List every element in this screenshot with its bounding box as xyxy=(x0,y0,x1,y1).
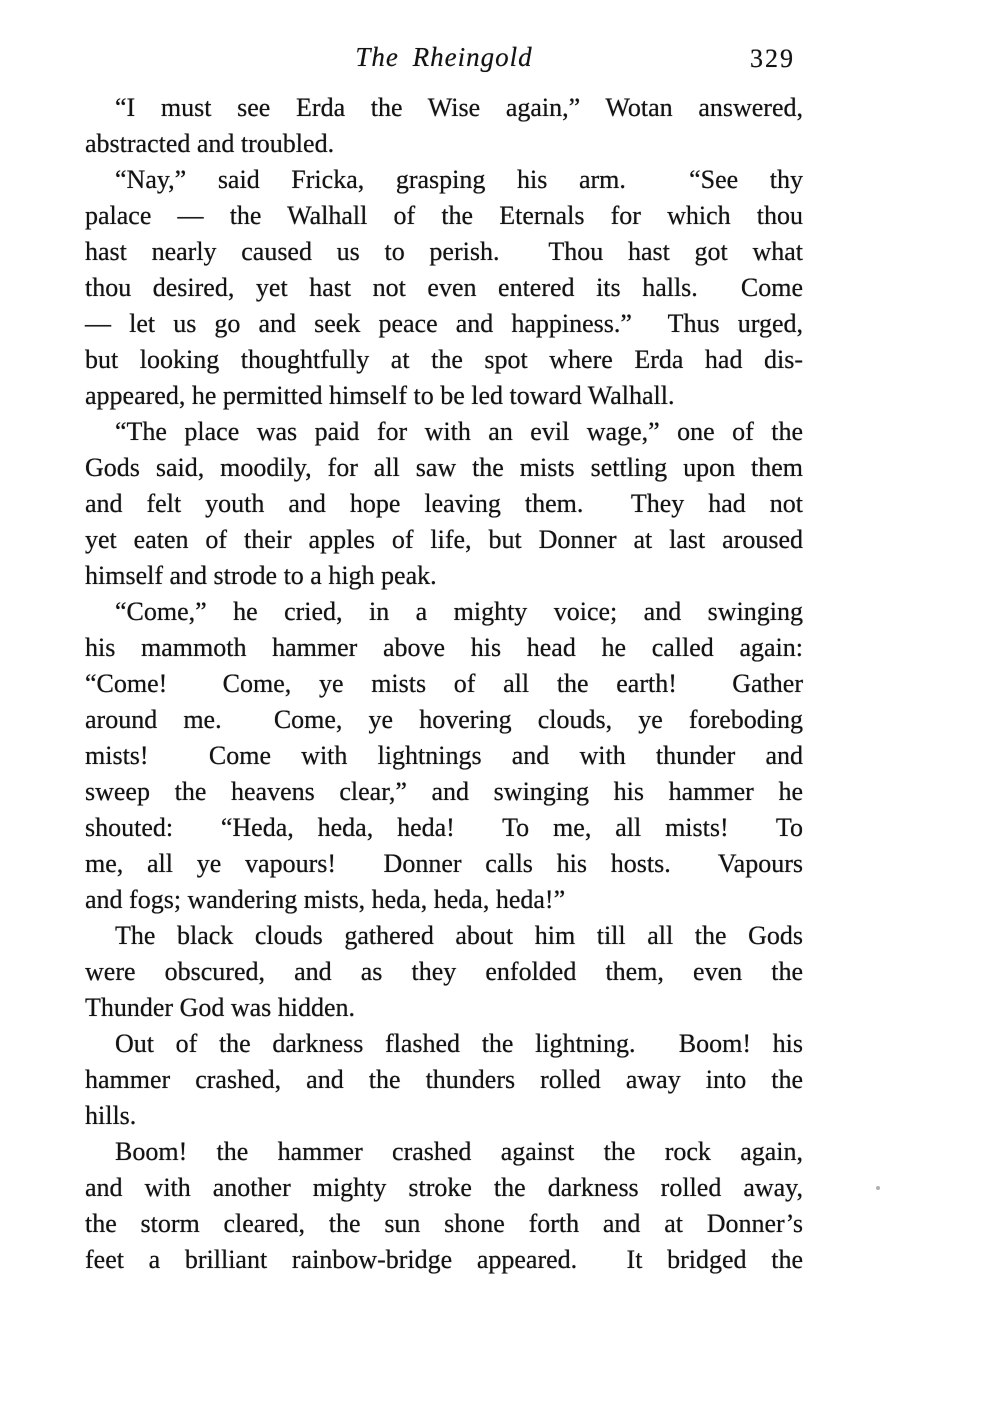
paragraph xyxy=(85,162,803,414)
page-body xyxy=(85,90,803,1278)
text-line: me, all ye vapours! Donner calls his hosts. Vapours xyxy=(85,849,803,878)
text-line: “Come,” he cried, in a mighty voice; and swinging xyxy=(115,597,803,626)
text-line: around me. Come, ye hovering clouds, ye foreboding xyxy=(85,705,803,734)
text-line: the storm cleared, the sun shone forth and at Donner’s xyxy=(85,1209,803,1238)
text-line: hammer crashed, and the thunders rolled away into the xyxy=(85,1065,803,1094)
text-line: mists! Come with lightnings and with thunder and xyxy=(85,741,803,770)
paragraph xyxy=(85,414,803,594)
text-line: Thunder God was hidden. xyxy=(85,993,356,1022)
text-line: yet eaten of their apples of life, but Donner at last aroused xyxy=(85,525,803,554)
text-line: and felt youth and hope leaving them. They had not xyxy=(85,489,803,518)
paragraph xyxy=(85,594,803,918)
paragraph xyxy=(85,918,803,1026)
text-line: abstracted and troubled. xyxy=(85,129,335,158)
text-line: and with another mighty stroke the darkness rolled away, xyxy=(85,1173,803,1202)
text-line: Gods said, moodily, for all saw the mists settling upon them xyxy=(85,453,803,482)
scan-speck xyxy=(876,1186,880,1190)
text-line: himself and strode to a high peak. xyxy=(85,561,437,590)
text-line: hast nearly caused us to perish. Thou hast got what xyxy=(85,237,803,266)
page-number: 329 xyxy=(750,44,795,73)
text-line: palace — the Walhall of the Eternals for which thou xyxy=(85,201,803,230)
text-line: shouted: “Heda, heda, heda! To me, all mists! To xyxy=(85,813,803,842)
text-line: thou desired, yet hast not even entered its halls. Come xyxy=(85,273,803,302)
text-block xyxy=(85,40,803,1278)
page-header xyxy=(85,40,803,74)
text-line: “I must see Erda the Wise again,” Wotan answered, xyxy=(115,93,803,122)
text-line: but looking thoughtfully at the spot where Erda had dis- xyxy=(85,345,803,374)
text-line: his mammoth hammer above his head he called again: xyxy=(85,633,803,662)
text-line: were obscured, and as they enfolded them, even the xyxy=(85,957,803,986)
text-line: “Nay,” said Fricka, grasping his arm. “See thy xyxy=(115,165,803,194)
text-line: sweep the heavens clear,” and swinging his hammer he xyxy=(85,777,803,806)
text-line: and fogs; wandering mists, heda, heda, heda!” xyxy=(85,885,566,914)
running-title: The Rheingold xyxy=(355,42,533,72)
paragraph xyxy=(85,1134,803,1278)
text-line: appeared, he permitted himself to be led toward Walhall. xyxy=(85,381,675,410)
text-line: Out of the darkness flashed the lightning. Boom! his xyxy=(115,1029,803,1058)
text-line: feet a brilliant rainbow-bridge appeared. It bridged the xyxy=(85,1245,803,1274)
paragraph xyxy=(85,1026,803,1134)
text-line: — let us go and seek peace and happiness.” Thus urged, xyxy=(85,309,803,338)
text-line: The black clouds gathered about him till all the Gods xyxy=(115,921,803,950)
text-line: “Come! Come, ye mists of all the earth! Gather xyxy=(85,669,803,698)
text-line: hills. xyxy=(85,1101,137,1130)
text-line: “The place was paid for with an evil wage,” one of the xyxy=(115,417,803,446)
paragraph xyxy=(85,90,803,162)
text-line: Boom! the hammer crashed against the rock again, xyxy=(115,1137,803,1166)
